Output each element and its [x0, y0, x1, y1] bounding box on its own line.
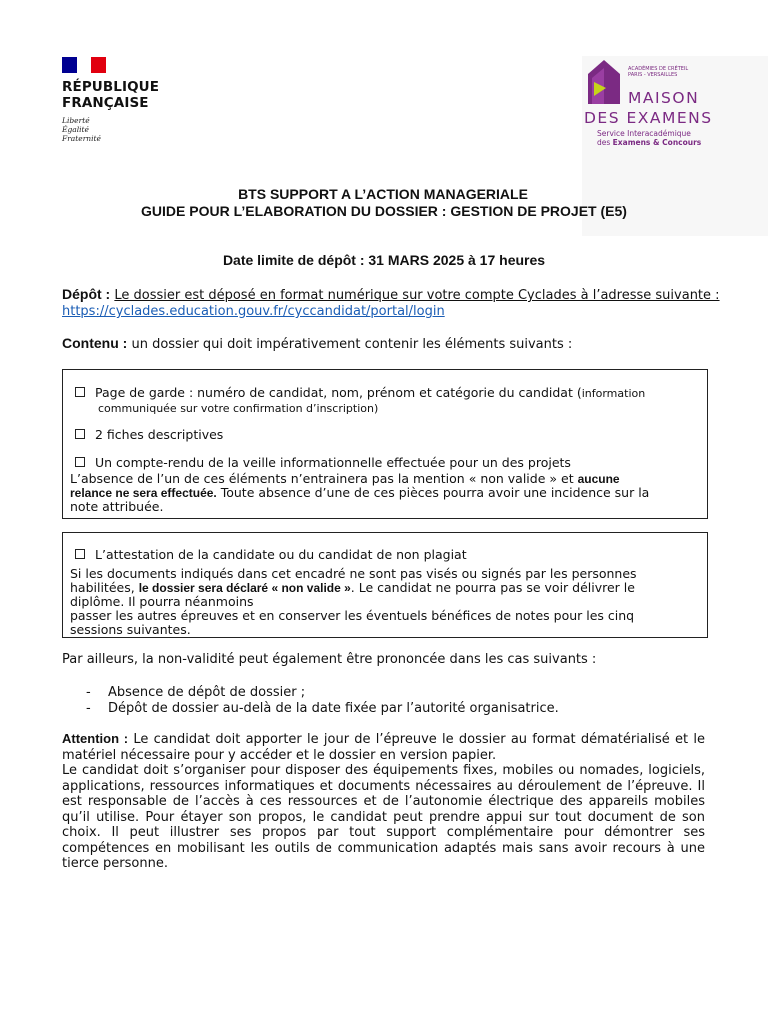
attention-label: Attention :	[62, 731, 129, 746]
cyclades-link[interactable]: https://cyclades.education.gouv.fr/cyccandidat/portal/login	[62, 304, 445, 319]
plagiarism-box	[62, 532, 708, 638]
checklist-item: Un compte-rendu de la veille informationnelle effectuée pour un des projets	[75, 455, 571, 470]
contenu-paragraph: Contenu : un dossier qui doit impérativement contenir les éléments suivants :	[62, 335, 573, 352]
depot-label: Dépôt :	[62, 286, 111, 302]
checkbox-icon	[75, 387, 85, 397]
document-title-line2: GUIDE POUR L’ELABORATION DU DOSSIER : GESTION DE PROJET (E5)	[141, 203, 627, 219]
maison-des-examens-title: MAISON DES EXAMENS	[584, 89, 713, 127]
box1-note: L’absence de l’un de ces éléments n’entrainera pas la mention « non valide » et aucune relance ne sera effectuée. Toute absence d’une de ces pièces pourra avoir une incidence sur la note attribuée.	[70, 471, 650, 514]
list-item: - Dépôt de dossier au-delà de la date fixée par l’autorité organisatrice.	[86, 701, 559, 716]
par-ailleurs-text: Par ailleurs, la non-validité peut également être prononcée dans les cas suivants :	[62, 652, 597, 667]
checkbox-icon	[75, 429, 85, 439]
contenu-label: Contenu :	[62, 335, 128, 351]
required-items-box	[62, 369, 708, 519]
checklist-item: Page de garde : numéro de candidat, nom, prénom et catégorie du candidat (information communiquée sur votre confirmation d’inscription)	[75, 385, 700, 416]
checklist-item: 2 fiches descriptives	[75, 427, 223, 442]
checkbox-icon	[75, 457, 85, 467]
list-item: - Absence de dépôt de dossier ;	[86, 685, 306, 700]
logo-name: RÉPUBLIQUE FRANÇAISE	[62, 79, 160, 111]
document-title-line1: BTS SUPPORT A L’ACTION MANAGERIALE	[238, 186, 528, 202]
invalidity-list	[86, 685, 559, 717]
deadline: Date limite de dépôt : 31 MARS 2025 à 17 heures	[222, 252, 546, 268]
logo-motto: Liberté Égalité Fraternité	[62, 116, 101, 143]
depot-text: Le dossier est déposé en format numérique sur votre compte Cyclades à l’adresse suivante :	[114, 288, 720, 303]
academies-text: ACADÉMIES DE CRÉTEIL PARIS - VERSAILLES	[628, 66, 689, 78]
service-text: Service Interacadémique des Examens & Concours	[597, 129, 702, 147]
republique-francaise-logo	[62, 57, 174, 152]
checkbox-icon	[75, 549, 85, 559]
depot-paragraph	[62, 286, 722, 320]
attention-paragraph: Attention : Le candidat doit apporter le jour de l’épreuve le dossier au format dématérialisé et le matériel nécessaire pour y accéder et le dossier en version papier. Le candidat doit s’organiser pour disposer des équipements fixes, mobiles ou nomades, logiciels, applications, ressources informatiques et documents nécessaires au déroulement de l’épreuve. Il est responsable de l’accès à ces ressources et de l’autonomie électrique des appareils mobiles qu’il utilise. Pour étayer son propos, le candidat peut prendre appui sur tout document de son choix. Il peut illustrer ses propos par tout support complémentaire pour démontrer ses compétences en mobilisant les outils de communication adaptés mais sans avoir recours à une tierce personne.	[62, 731, 706, 871]
box2-note: Si les documents indiqués dans cet encadré ne sont pas visés ou signés par les personnes habilitées, le dossier sera déclaré « non valide ». Le candidat ne pourra pas se voir délivrer le diplôme. Il pourra néanmoins passer les autres épreuves et en conserver les éventuels bénéfices de notes pour les cinq sessions suivantes.	[70, 566, 637, 637]
checklist-item: L’attestation de la candidate ou du candidat de non plagiat	[75, 547, 467, 562]
french-flag-icon	[62, 57, 106, 73]
